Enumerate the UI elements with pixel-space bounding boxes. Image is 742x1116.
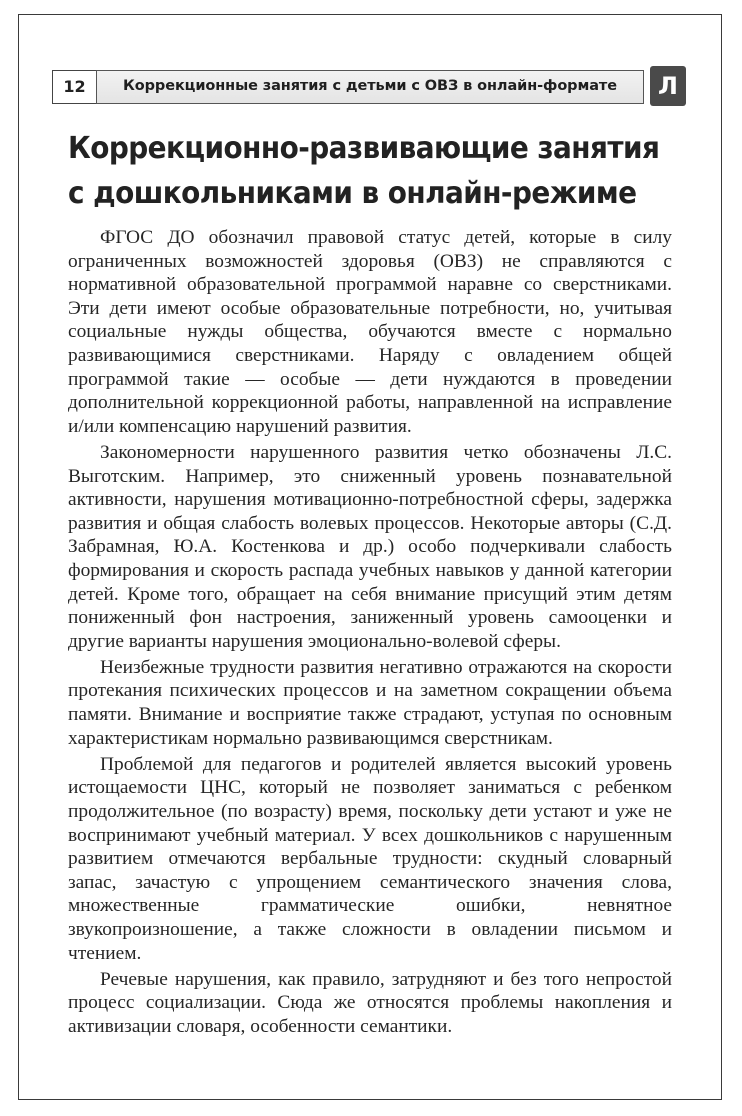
paragraph: ФГОС ДО обозначил правовой статус детей, которые в силу ограниченных возможностей здоровья (ОВЗ) не справляются с нормативной образовательной программой наравне со сверстниками. Эти дети имеют особые образовательные потребности, но, учитывая социальные нужды общества, обучаются вместе с нормально развивающимися сверстниками. Наряду с овладением общей программой такие — особые — дети нуждаются в проведении дополнительной коррекционной работы, направленной на исправление и/или компенсацию нарушений развития.: [68, 227, 672, 437]
running-header: [52, 66, 686, 106]
paragraph: Проблемой для педагогов и родителей является высокий уровень истощаемости ЦНС, который не позволяет заниматься с ребенком продолжительное (по возрасту) время, поскольку дети устают и уже не воспринимают учебный материал. У всех дошкольников с нарушенным развитием отмечаются вербальные трудности: скудный словарный запас, зачастую с упрощением семантического значения слова, множественные грамматические ошибки, невнятное звукопроизношение, а также сложности в овладении письмом и чтением.: [68, 753, 672, 964]
chapter-title-line-1: Коррекционно-развивающие занятия: [68, 131, 660, 166]
section-badge: Л: [650, 66, 686, 106]
paragraph: Закономерности нарушенного развития четко обозначены Л.С. Выготским. Например, это сниженный уровень познавательной активности, нарушения мотивационно-потребностной сферы, задержка развития и общая слабость волевых процессов. Некоторые авторы (С.Д. Забрамная, Ю.А. Костенкова и др.) особо подчеркивали слабость формирования и скорость распада учебных навыков у данной категории детей. Кроме того, обращает на себя внимание присущий этим детям пониженный фон настроения, заниженный уровень самооценки и другие варианты нарушения эмоционально-волевой сферы.: [68, 441, 672, 652]
body-text: [68, 226, 672, 1039]
page-number: 12: [52, 70, 96, 104]
running-title: Коррекционные занятия с детьми с ОВЗ в онлайн-формате: [96, 70, 644, 104]
paragraph: Неизбежные трудности развития негативно отражаются на скорости протекания психических процессов и на заметном сокращении объема памяти. Внимание и восприятие также страдают, уступая по основным характеристикам нормально развивающимся сверстникам.: [68, 656, 672, 749]
chapter-title: [68, 126, 660, 216]
paragraph: Речевые нарушения, как правило, затрудняют и без того непростой процесс социализации. Сюда же относятся проблемы накопления и активизации словаря, особенности семантики.: [68, 968, 672, 1037]
chapter-title-line-2: с дошкольниками в онлайн-режиме: [68, 176, 637, 211]
